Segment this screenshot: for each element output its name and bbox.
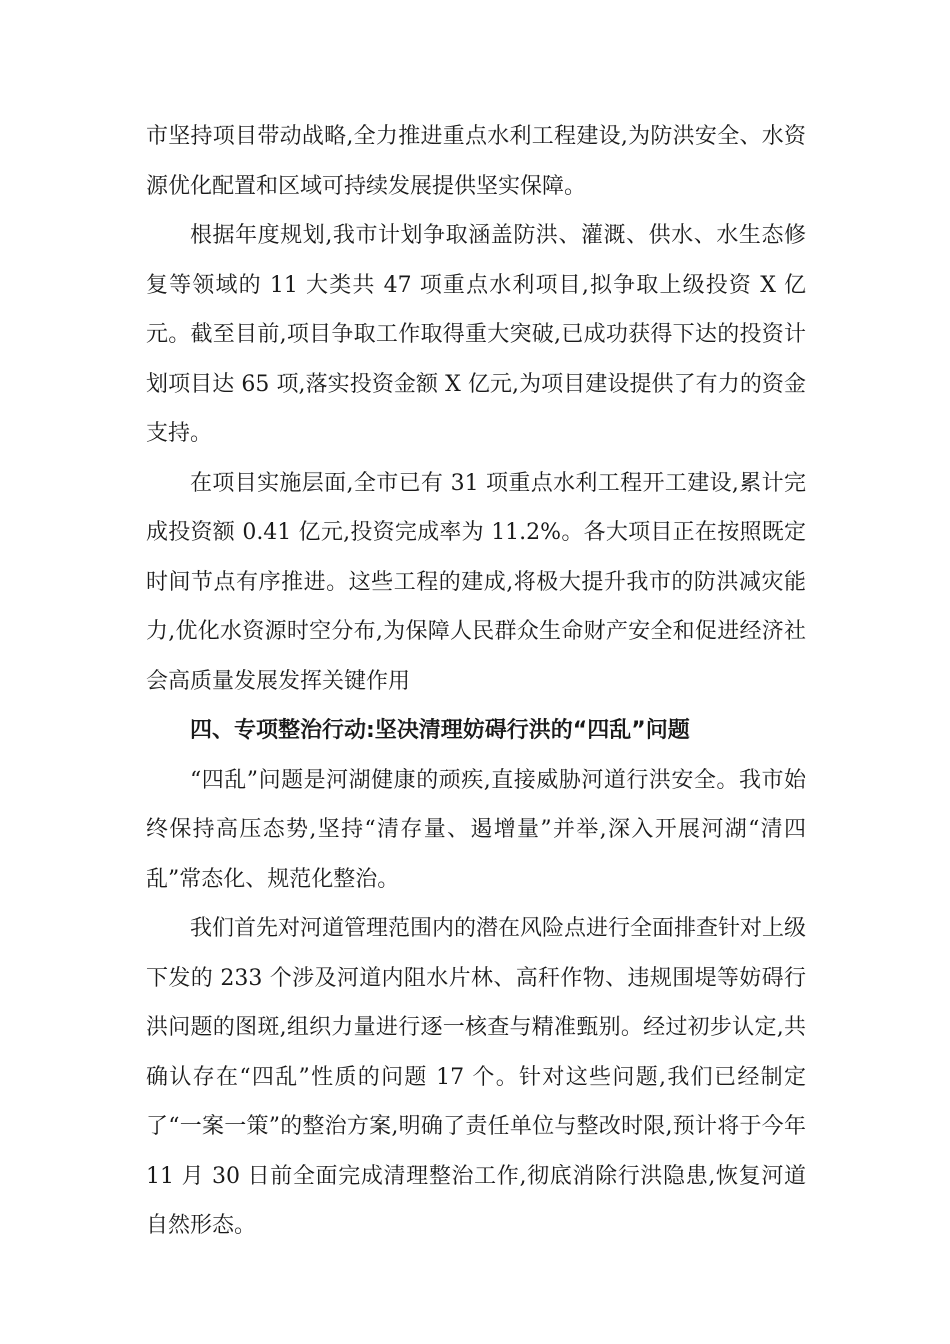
paragraph-inspection: 我们首先对河道管理范围内的潜在风险点进行全面排查针对上级下发的 233 个涉及河道内阻水片林、高秆作物、违规围堤等妨碍行洪问题的图斑,组织力量进行逐一核查与精准甄别。经过初步认定,共确认存在“四乱”性质的问题 17 个。针对这些问题,我们已经制定了“一案一策”的整治方案,明确了责任单位与整改时限,预计将于今年 11 月 30 日前全面完成清理整治工作,彻底消除行洪隐患,恢复河道自然形态。 bbox=[146, 916, 807, 1238]
paragraph-continuation: 市坚持项目带动战略,全力推进重点水利工程建设,为防洪安全、水资源优化配置和区域可持续发展提供坚实保障。 bbox=[146, 124, 806, 199]
paragraph-four-chaos-intro: “四乱”问题是河湖健康的顽疾,直接威胁河道行洪安全。我市始终保持高压态势,坚持“清存量、遏增量”并举,深入开展河湖“清四乱”常态化、规范化整治。 bbox=[146, 767, 806, 892]
document-page bbox=[146, 112, 806, 1251]
paragraph-investment-plan: 根据年度规划,我市计划争取涵盖防洪、灌溉、供水、水生态修复等领域的 11 大类共 47 项重点水利项目,拟争取上级投资 X 亿元。截至目前,项目争取工作取得重大突破,已成功获得下达的投资计划项目达 65 项,落实投资金额 X 亿元,为项目建设提供了有力的资金支持。 bbox=[146, 223, 806, 446]
section-heading: 四、专项整治行动:坚决清理妨碍行洪的“四乱”问题 bbox=[190, 718, 690, 743]
paragraph-implementation: 在项目实施层面,全市已有 31 项重点水利工程开工建设,累计完成投资额 0.41 亿元,投资完成率为 11.2%。各大项目正在按照既定时间节点有序推进。这些工程的建成,将极大提升我市的防洪减灾能力,优化水资源时空分布,为保障人民群众生命财产安全和促进经济社会高质量发展发挥关键作用 bbox=[146, 470, 806, 694]
